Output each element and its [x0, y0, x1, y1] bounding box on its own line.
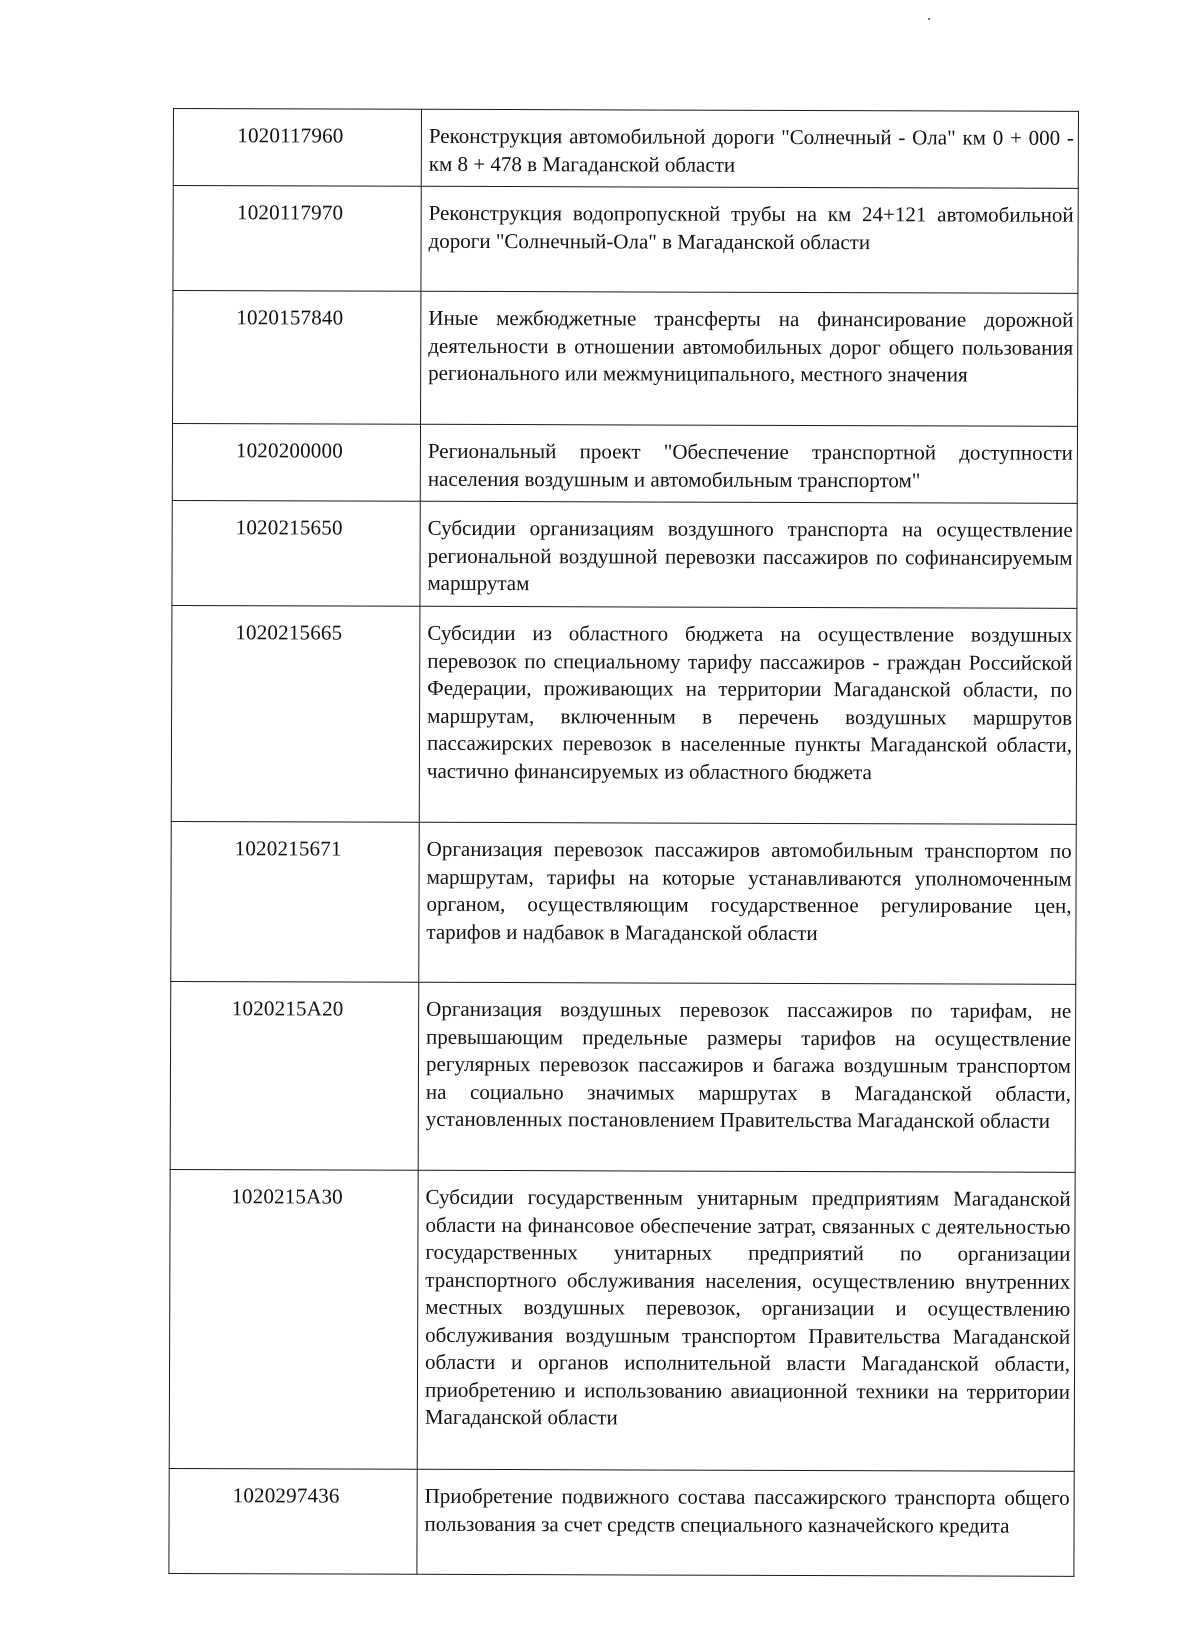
description-cell: Иные межбюджетные трансферты на финансирование дорожной деятельности в отношении автомобильных дорог общего пользования регионального или межмуниципального, местного значения [421, 291, 1078, 426]
table-row [171, 821, 1076, 984]
description-cell: Субсидии организациям воздушного транспорта на осуществление региональной воздушной перевозки пассажиров по софинансируемым маршрутам [420, 501, 1077, 608]
code-cell: 1020215665 [171, 605, 420, 822]
description-cell: Реконструкция автомобильной дороги "Солнечный - Ола" км 0 + 000 - км 8 + 478 в Магаданской области [421, 109, 1078, 188]
code-cell: 1020215671 [171, 821, 420, 982]
code-cell: 1020117960 [173, 109, 421, 187]
description-cell: Субсидии из областного бюджета на осуществление воздушных перевозок по специальному тарифу пассажиров - граждан Российской Федерации, проживающих на территории Магаданской области, по маршрутам, включенным в перечень воздушных маршрутов пассажирских перевозок в населенные пункты Магаданской области, частично финансируемых из областного бюджета [419, 606, 1077, 824]
table-row [173, 109, 1078, 189]
code-cell: 1020215A20 [170, 981, 419, 1170]
table-row [171, 605, 1077, 824]
description-cell: Организация воздушных перевозок пассажиров по тарифам, не превышающим предельные размеры тарифов на осуществление регулярных перевозок пассажиров и багажа воздушным транспортом на социально значимых маршрутах в Магаданской области, установленных постановлением Правительства Магаданской области [418, 982, 1076, 1172]
table-row [172, 500, 1077, 608]
code-cell: 1020215A30 [169, 1169, 418, 1469]
table-row [169, 1169, 1075, 1471]
description-cell: Субсидии государственным унитарным предприятиям Магаданской области на финансовое обеспечение затрат, связанных с деятельностью государственных унитарных предприятий по организации транспортного обслуживания населения, осуществлению внутренних местных воздушных перевозок, организации и осуществлению обслуживания воздушным транспортом Правительства Магаданской области и органов исполнительной власти Магаданской области, приобретению и использованию авиационной техники на территории Магаданской области [417, 1170, 1075, 1471]
table-row [172, 424, 1077, 504]
code-cell: 1020117970 [173, 186, 421, 292]
code-cell: 1020157840 [173, 291, 421, 425]
scan-speck [928, 18, 930, 20]
description-cell: Приобретение подвижного состава пассажирского транспорта общего пользования за счет средств специального казначейского кредита [417, 1469, 1074, 1576]
description-cell: Реконструкция водопропускной трубы на км 24+121 автомобильной дороги "Солнечный-Ола" в Магаданской области [421, 186, 1078, 293]
table-row [173, 186, 1078, 294]
code-cell: 1020215650 [172, 500, 420, 606]
code-cell: 1020200000 [172, 424, 420, 502]
table-row [170, 981, 1076, 1172]
table-row [173, 291, 1078, 427]
code-cell: 1020297436 [169, 1468, 417, 1574]
description-cell: Организация перевозок пассажиров автомобильным транспортом по маршрутам, тарифы на которые устанавливаются уполномоченным органом, осуществляющим государственное регулирование цен, тарифов и надбавок в Магаданской области [419, 822, 1076, 984]
table-row [169, 1468, 1074, 1576]
budget-codes-table [168, 108, 1079, 1577]
description-cell: Региональный проект "Обеспечение транспортной доступности населения воздушным и автомобильным транспортом" [420, 424, 1077, 503]
